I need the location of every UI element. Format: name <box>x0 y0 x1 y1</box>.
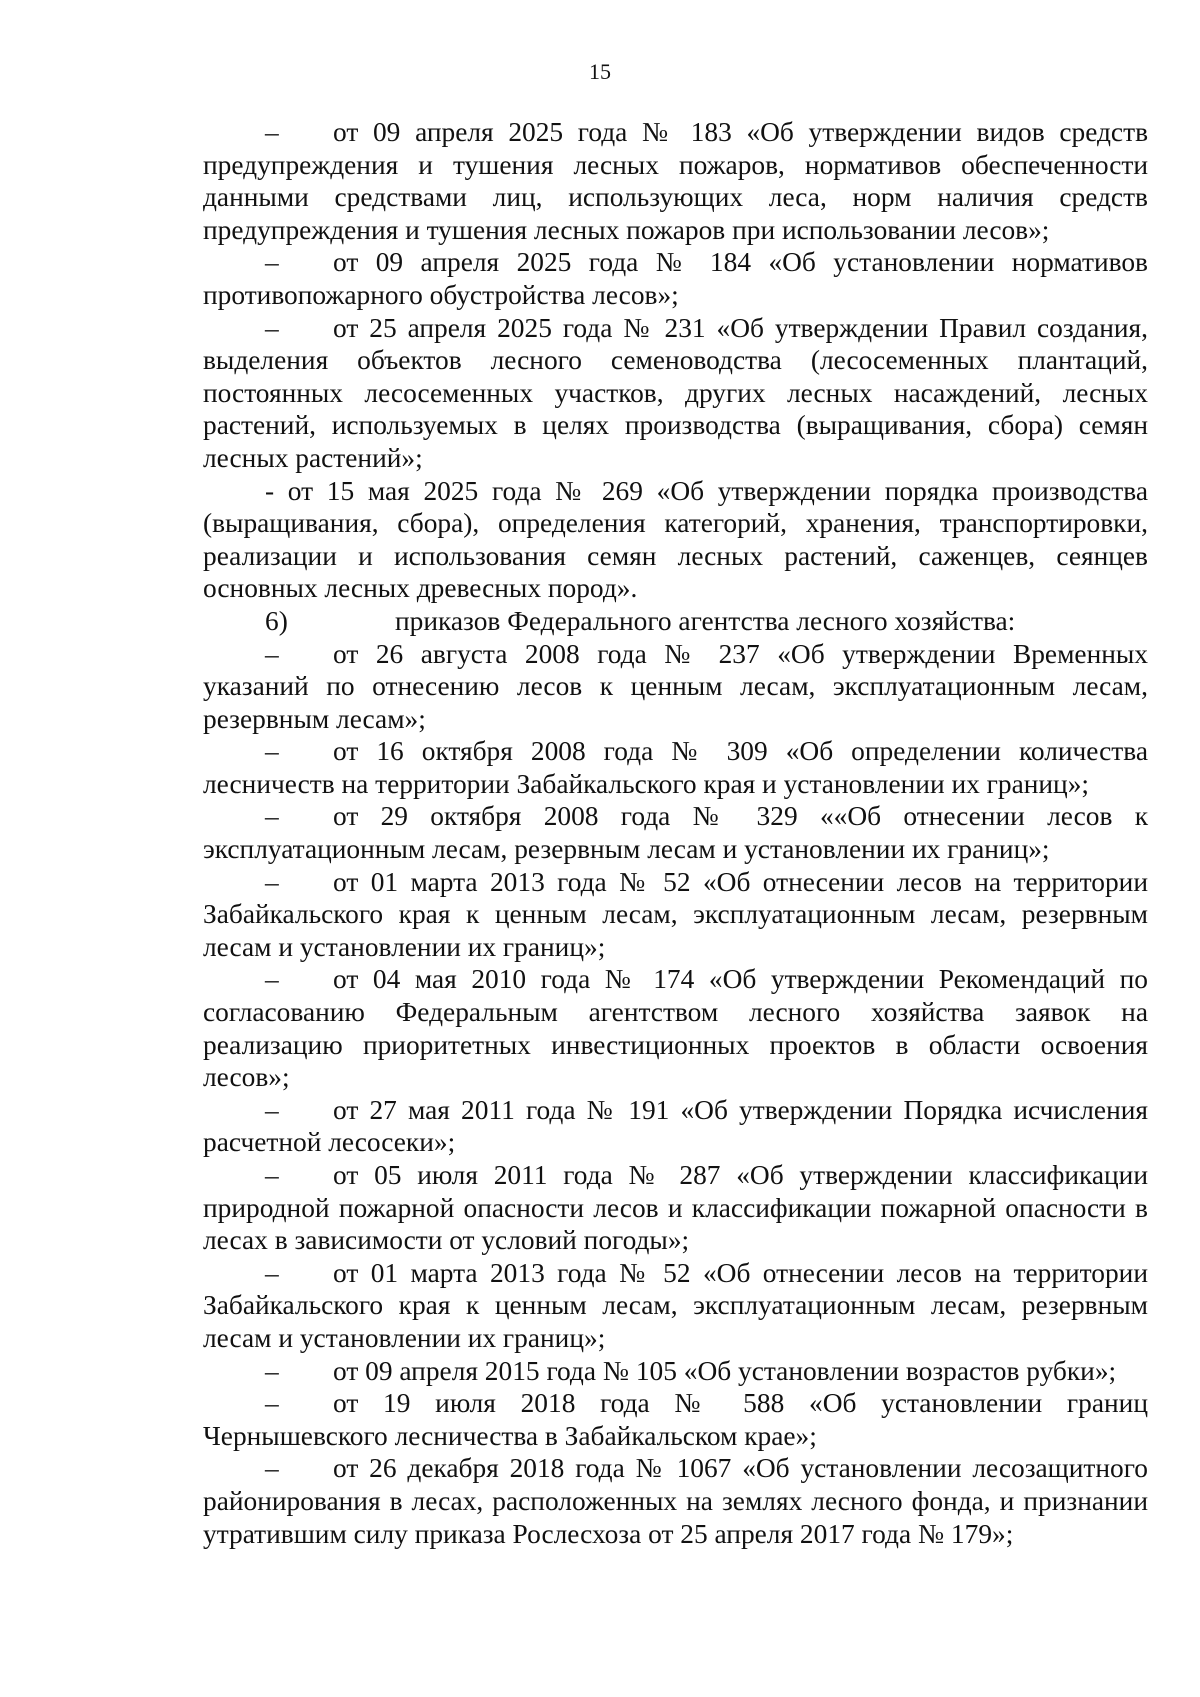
list-marker: – <box>265 964 279 995</box>
list-marker: – <box>265 1094 279 1125</box>
list-item <box>203 735 1148 800</box>
page-number: 15 <box>589 59 611 84</box>
list-item <box>203 1094 1148 1159</box>
list-marker: – <box>265 247 279 278</box>
list-item-text: от 26 декабря 2018 года № 1067 «Об установлении лесозащитного районирования в лесах, расположенных на землях лесного фонда, и признании утратившим силу приказа Рослесхоза от 25 апреля 2017 года № 179»; <box>203 1453 1148 1549</box>
list-item <box>203 963 1148 1093</box>
list-item-text: от 04 мая 2010 года № 174 «Об утверждении Рекомендаций по согласованию Федеральным агентством лесного хозяйства заявок на реализацию приоритетных инвестиционных проектов в области освоения лесов»; <box>203 964 1148 1093</box>
section-heading <box>203 605 1148 638</box>
list-item-text: от 29 октября 2008 года № 329 ««Об отнесении лесов к эксплуатационным лесам, резервным лесам и установлении их границ»; <box>203 801 1148 865</box>
list-item-text: от 09 апреля 2015 года № 105 «Об установлении возрастов рубки»; <box>333 1355 1117 1386</box>
list-item-text: от 09 апреля 2025 года № 183 «Об утверждении видов средств предупреждения и тушения лесных пожаров, нормативов обеспеченности данными средствами лиц, использующих леса, норм наличия средств предупреждения и тушения лесных пожаров при использовании лесов»; <box>203 117 1148 245</box>
list-item-text: от 09 апреля 2025 года № 184 «Об установлении нормативов противопожарного обустройства лесов»; <box>203 247 1148 310</box>
list-item <box>203 638 1148 736</box>
list-item-text: от 05 июля 2011 года № 287 «Об утверждении классификации природной пожарной опасности лесов и классификации пожарной опасности в лесах в зависимости от условий погоды»; <box>203 1160 1148 1256</box>
list-marker: – <box>265 801 279 832</box>
list-marker: – <box>265 866 279 897</box>
list-item <box>203 1257 1148 1355</box>
list-item <box>203 1387 1148 1452</box>
list-marker: – <box>265 1160 279 1190</box>
list-item <box>203 1452 1148 1550</box>
list-marker: – <box>265 1388 279 1419</box>
list-item <box>203 116 1148 246</box>
list-marker: – <box>265 312 279 343</box>
list-marker: – <box>265 1355 279 1386</box>
list-item <box>203 1355 1148 1388</box>
list-item-text: от 01 марта 2013 года № 52 «Об отнесении лесов на территории Забайкальского края к ценным лесам, эксплуатационным лесам, резервным лесам и установлении их границ»; <box>203 866 1148 962</box>
list-marker: – <box>265 638 279 669</box>
list-item-text: от 01 марта 2013 года № 52 «Об отнесении лесов на территории Забайкальского края к ценным лесам, эксплуатационным лесам, резервным лесам и установлении их границ»; <box>203 1257 1148 1353</box>
list-item-text: от 27 мая 2011 года № 191 «Об утверждении Порядка исчисления расчетной лесосеки»; <box>203 1094 1148 1158</box>
list-marker: – <box>265 1257 279 1288</box>
list-item <box>203 800 1148 865</box>
document-body <box>203 116 1148 1550</box>
list-item-text: от 25 апреля 2025 года № 231 «Об утверждении Правил создания, выделения объектов лесного семеноводства (лесосеменных плантаций, постоянных лесосеменных участков, других лесных насаждений, лесных растений, используемых в целях производства (выращивания, сбора) семян лесных растений»; <box>203 312 1148 473</box>
list-item <box>203 312 1148 475</box>
list-item <box>203 475 1148 605</box>
list-item <box>203 246 1148 311</box>
list-item-text: - от 15 мая 2025 года № 269 «Об утверждении порядка производства (выращивания, сбора), определения категорий, хранения, транспортировки, реализации и использования семян лесных растений, саженцев, сеянцев основных лесных древесных пород». <box>203 475 1148 604</box>
list-item-text: от 26 августа 2008 года № 237 «Об утверждении Временных указаний по отнесению лесов к ценным лесам, эксплуатационным лесам, резервным лесам»; <box>203 638 1148 734</box>
list-marker: 6) <box>265 605 288 636</box>
list-marker: – <box>265 736 279 767</box>
list-marker: – <box>265 1453 279 1484</box>
list-item-text: приказов Федерального агентства лесного хозяйства: <box>395 605 1016 636</box>
list-item-text: от 16 октября 2008 года № 309 «Об определении количества лесничеств на территории Забайкальского края и установлении их границ»; <box>203 736 1148 799</box>
list-marker: – <box>265 117 279 147</box>
list-item <box>203 866 1148 964</box>
list-item <box>203 1159 1148 1257</box>
list-item-text: от 19 июля 2018 года № 588 «Об установлении границ Чернышевского лесничества в Забайкальском крае»; <box>203 1388 1148 1451</box>
